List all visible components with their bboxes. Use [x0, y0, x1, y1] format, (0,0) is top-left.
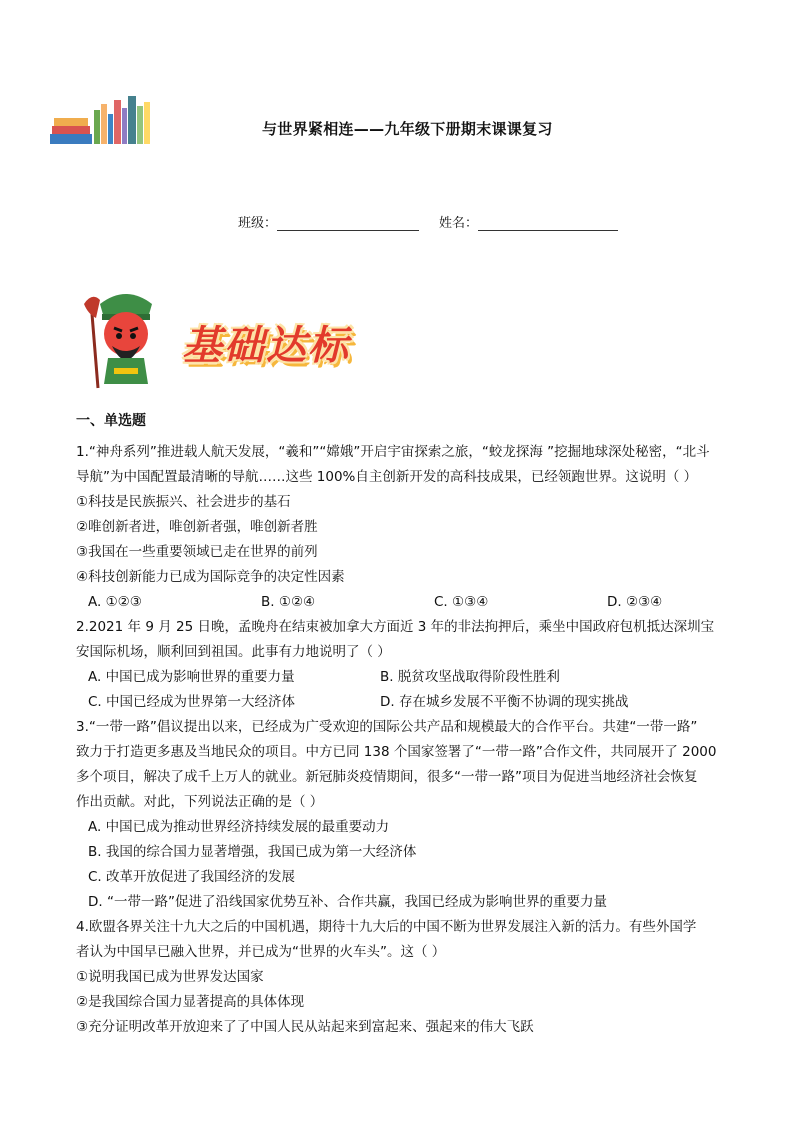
q4-stem-line1: 4.欧盟各界关注十九大之后的中国机遇，期待十九大后的中国不断为世界发展注入新的活力。有些外国学 [76, 919, 697, 935]
q1-stem-line2: 导航”为中国配置最清晰的导航……这些 100%自主创新开发的高科技成果，已经领跑世界。这说明（ ） [76, 469, 698, 485]
banner-text: 基础达标 [182, 323, 350, 369]
q3-stem-line4: 作出贡献。对此，下列说法正确的是（ ） [76, 794, 324, 810]
q3-option-c[interactable]: C. 改革开放促进了我国经济的发展 [88, 869, 296, 885]
q1-item-2: ②唯创新者进，唯创新者强，唯创新者胜 [76, 519, 318, 535]
q4-item-1: ①说明我国已成为世界发达国家 [76, 969, 264, 985]
q2-option-c[interactable]: C. 中国已经成为世界第一大经济体 [88, 694, 296, 710]
q4-item-3: ③充分证明改革开放迎来了了中国人民从站起来到富起来、强起来的伟大飞跃 [76, 1019, 534, 1035]
q1-option-a[interactable]: A. ①②③ [88, 594, 142, 610]
q2-option-b[interactable]: B. 脱贫攻坚战取得阶段性胜利 [380, 669, 560, 685]
q3-stem-line2: 致力于打造更多惠及当地民众的项目。中方已同 138 个国家签署了“一带一路”合作文件，共同展开了 2000 [76, 744, 717, 760]
q3-option-b[interactable]: B. 我国的综合国力显著增强，我国已成为第一大经济体 [88, 844, 417, 860]
books-icon [50, 96, 152, 146]
questions [76, 440, 726, 1040]
q3-option-a[interactable]: A. 中国已成为推动世界经济持续发展的最重要动力 [88, 819, 390, 835]
q3-stem-line3: 多个项目，解决了成千上万人的就业。新冠肺炎疫情期间，很多“一带一路”项目为促进当地经济社会恢复 [76, 769, 698, 785]
q3-stem-line1: 3.“一带一路”倡议提出以来，已经成为广受欢迎的国际公共产品和规模最大的合作平台。共建“一带一路” [76, 719, 698, 735]
q1-option-d[interactable]: D. ②③④ [607, 594, 663, 610]
page-title: 与世界紧相连——九年级下册期末课课复习 [262, 120, 553, 138]
basic-banner [78, 284, 378, 390]
q1-item-1: ①科技是民族振兴、社会进步的基石 [76, 494, 291, 510]
class-field[interactable] [277, 216, 419, 231]
q4-item-2: ②是我国综合国力显著提高的具体体现 [76, 994, 305, 1010]
q3-option-d[interactable]: D. “一带一路”促进了沿线国家优势互补、合作共赢，我国已经成为影响世界的重要力量 [88, 894, 607, 910]
q2-option-d[interactable]: D. 存在城乡发展不平衡不协调的现实挑战 [380, 694, 629, 710]
q2-options-row2 [76, 690, 726, 715]
student-info-row [238, 212, 618, 231]
section-title: 一、单选题 [76, 413, 146, 429]
name-label: 姓名： [439, 216, 479, 231]
q1-options [76, 590, 726, 615]
q1-item-4: ④科技创新能力已成为国际竞争的决定性因素 [76, 569, 345, 585]
q1-stem-line1: 1.“神舟系列”推进载人航天发展，“羲和”“嫦娥”开启宇宙探索之旅，“蛟龙探海 ”挖掘地球深处秘密，“北斗 [76, 444, 710, 460]
q2-stem-line1: 2.2021 年 9 月 25 日晚，孟晚舟在结束被加拿大方面近 3 年的非法拘押后，乘坐中国政府包机抵达深圳宝 [76, 619, 715, 635]
q1-item-3: ③我国在一些重要领域已走在世界的前列 [76, 544, 318, 560]
q1-option-c[interactable]: C. ①③④ [434, 594, 489, 610]
q4-stem-line2: 者认为中国早已融入世界，并已成为“世界的火车头”。这（ ） [76, 944, 446, 960]
q2-stem-line2: 安国际机场，顺利回到祖国。此事有力地说明了（ ） [76, 644, 391, 660]
q2-options-row1 [76, 665, 726, 690]
class-label: 班级： [238, 216, 278, 231]
q2-option-a[interactable]: A. 中国已成为影响世界的重要力量 [88, 669, 295, 685]
name-field[interactable] [478, 216, 618, 231]
q1-option-b[interactable]: B. ①②④ [261, 594, 316, 610]
